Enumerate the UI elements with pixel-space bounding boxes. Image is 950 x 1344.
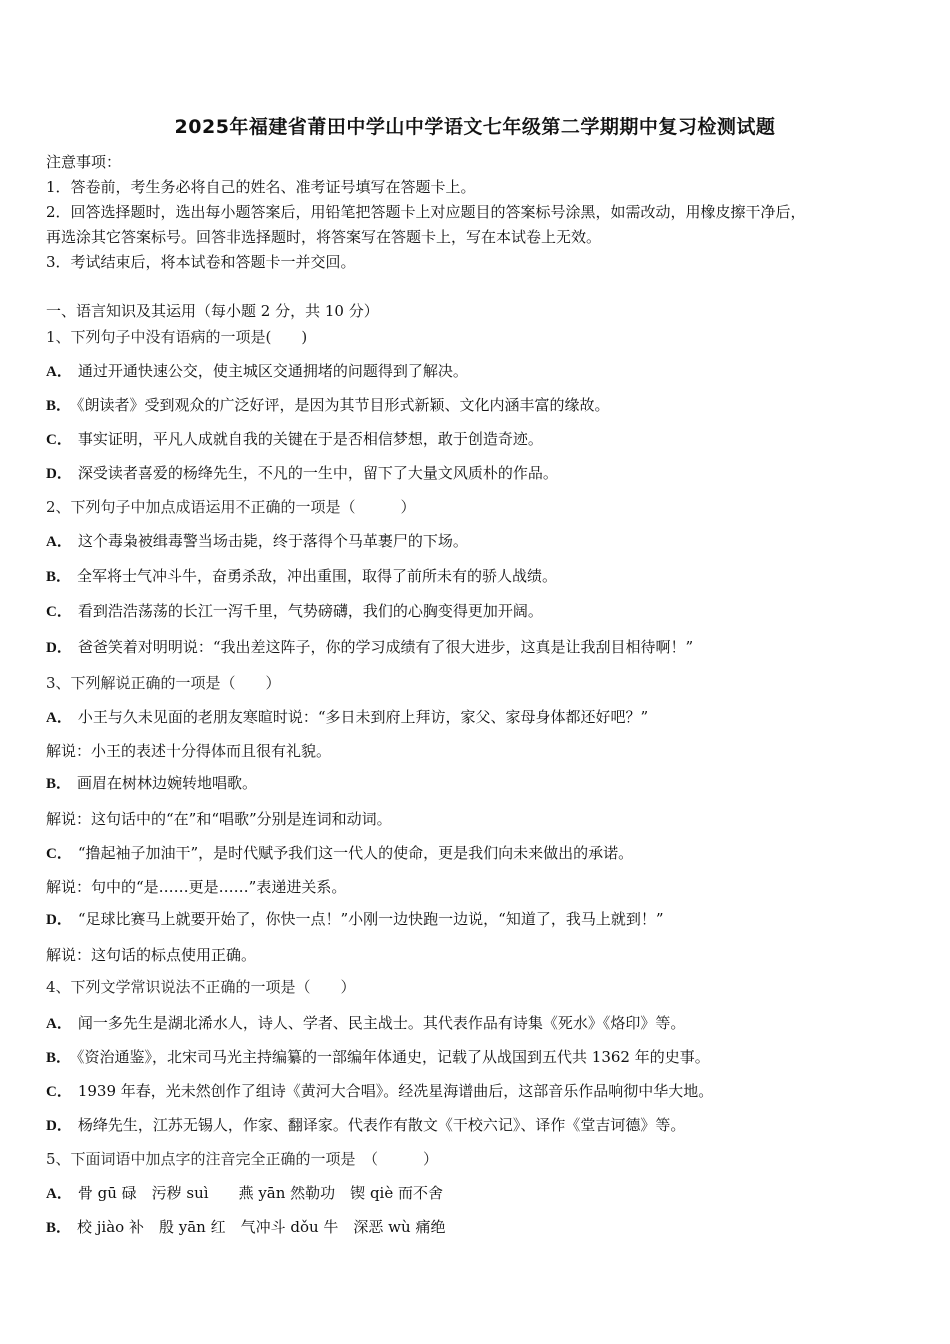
- option-letter: A．: [46, 1016, 72, 1032]
- option-text: 校 jiào 补 殷 yān 红 气冲斗 dǒu 牛 深恶 wù 痛绝: [77, 1218, 446, 1236]
- option-letter: A．: [46, 1186, 72, 1202]
- question-2-option-a: [46, 530, 468, 551]
- option-text: 闻一多先生是湖北浠水人，诗人、学者、民主战士。其代表作品有诗集《死水》《烙印》等。: [77, 1014, 686, 1032]
- question-4-option-a: [46, 1012, 685, 1033]
- question-2-option-b: [46, 565, 557, 586]
- option-text: “撸起袖子加油干”，是时代赋予我们这一代人的使命，更是我们向未来做出的承诺。: [77, 844, 634, 862]
- notice-item-1: 1．答卷前，考生务必将自己的姓名、准考证号填写在答题卡上。: [46, 178, 476, 196]
- question-5-option-b: [46, 1216, 445, 1237]
- question-2-stem: 2、下列句子中加点成语运用不正确的一项是（ ）: [46, 498, 416, 516]
- option-letter: B．: [46, 1220, 72, 1236]
- option-text: 小王与久未见面的老朋友寒暄时说：“多日未到府上拜访，家父、家母身体都还好吧？”: [77, 708, 649, 726]
- section-heading: 一、语言知识及其运用（每小题 2 分，共 10 分）: [46, 302, 379, 320]
- question-3-note-d: 解说：这句话的标点使用正确。: [46, 946, 257, 964]
- option-letter: C．: [46, 604, 72, 620]
- option-letter: C．: [46, 1084, 72, 1100]
- option-letter: C．: [46, 846, 72, 862]
- question-5-option-a: [46, 1182, 443, 1203]
- option-text: 《朗读者》受到观众的广泛好评，是因为其节目形式新颖、文化内涵丰富的缘故。: [77, 396, 610, 414]
- page-title: 2025年福建省莆田中学山中学语文七年级第二学期期中复习检测试题: [174, 116, 776, 138]
- question-4-option-d: [46, 1114, 685, 1135]
- option-text: 深受读者喜爱的杨绛先生，不凡的一生中，留下了大量文风质朴的作品。: [77, 464, 558, 482]
- option-text: 全军将士气冲斗牛，奋勇杀敌，冲出重围，取得了前所未有的骄人战绩。: [77, 567, 558, 585]
- question-2-option-c: [46, 600, 543, 621]
- question-3-option-b: [46, 772, 257, 793]
- question-5-stem: 5、下面词语中加点字的注音完全正确的一项是 （ ）: [46, 1150, 439, 1168]
- option-letter: B．: [46, 776, 72, 792]
- option-letter: B．: [46, 1050, 72, 1066]
- question-1-option-a: [46, 360, 468, 381]
- option-letter: A．: [46, 364, 72, 380]
- question-4-stem: 4、下列文学常识说法不正确的一项是（ ）: [46, 978, 356, 996]
- question-1-option-b: [46, 394, 610, 415]
- option-letter: A．: [46, 710, 72, 726]
- option-text: 1939 年春，光未然创作了组诗《黄河大合唱》。经冼星海谱曲后，这部音乐作品响彻中华大地。: [77, 1082, 714, 1100]
- question-4-option-c: [46, 1080, 713, 1101]
- option-text: 爸爸笑着对明明说：“我出差这阵子，你的学习成绩有了很大进步，这真是让我刮目相待啊！”: [77, 638, 694, 656]
- question-3-stem: 3、下列解说正确的一项是（ ）: [46, 674, 281, 692]
- notice-item-3: 3．考试结束后，将本试卷和答题卡一并交回。: [46, 253, 356, 271]
- option-text: 《资治通鉴》，北宋司马光主持编纂的一部编年体通史，记载了从战国到五代共 1362 年的史事。: [77, 1048, 710, 1066]
- option-letter: D．: [46, 912, 72, 928]
- notice-heading: 注意事项：: [46, 153, 122, 171]
- option-text: 这个毒枭被缉毒警当场击毙，终于落得个马革裹尸的下场。: [77, 532, 468, 550]
- option-letter: B．: [46, 569, 72, 585]
- option-text: “足球比赛马上就要开始了，你快一点！”小刚一边快跑一边说，“知道了，我马上就到！”: [77, 910, 664, 928]
- option-letter: D．: [46, 640, 72, 656]
- option-text: 通过开通快速公交，使主城区交通拥堵的问题得到了解决。: [77, 362, 468, 380]
- option-text: 画眉在树林边婉转地唱歌。: [77, 774, 258, 792]
- option-letter: D．: [46, 1118, 72, 1134]
- option-letter: C．: [46, 432, 72, 448]
- question-3-note-b: 解说：这句话中的“在”和“唱歌”分别是连词和动词。: [46, 810, 392, 828]
- option-text: 杨绛先生，江苏无锡人，作家、翻译家。代表作有散文《干校六记》、译作《堂吉诃德》等。: [77, 1116, 686, 1134]
- question-3-note-c: 解说：句中的“是……更是……”表递进关系。: [46, 878, 347, 896]
- option-text: 看到浩浩荡荡的长江一泻千里，气势磅礴，我们的心胸变得更加开阔。: [77, 602, 543, 620]
- question-1-option-c: [46, 428, 543, 449]
- notice-item-2-cont: 再选涂其它答案标号。回答非选择题时，将答案写在答题卡上，写在本试卷上无效。: [46, 228, 602, 246]
- question-1-option-d: [46, 462, 558, 483]
- option-letter: A．: [46, 534, 72, 550]
- question-3-option-c: [46, 842, 633, 863]
- notice-item-2: 2．回答选择题时，选出每小题答案后，用铅笔把答题卡上对应题目的答案标号涂黑，如需改动，用橡皮擦干净后，: [46, 203, 806, 221]
- option-letter: B．: [46, 398, 72, 414]
- question-1-stem: 1、下列句子中没有语病的一项是( ): [46, 328, 308, 346]
- question-3-option-a: [46, 706, 648, 727]
- question-2-option-d: [46, 636, 693, 657]
- option-letter: D．: [46, 466, 72, 482]
- question-4-option-b: [46, 1046, 710, 1067]
- question-3-note-a: 解说：小王的表述十分得体而且很有礼貌。: [46, 742, 332, 760]
- option-text: 骨 gū 碌 污秽 suì 燕 yān 然勒功 锲 qiè 而不舍: [77, 1184, 443, 1202]
- question-3-option-d: [46, 908, 664, 929]
- option-text: 事实证明，平凡人成就自我的关键在于是否相信梦想，敢于创造奇迹。: [77, 430, 543, 448]
